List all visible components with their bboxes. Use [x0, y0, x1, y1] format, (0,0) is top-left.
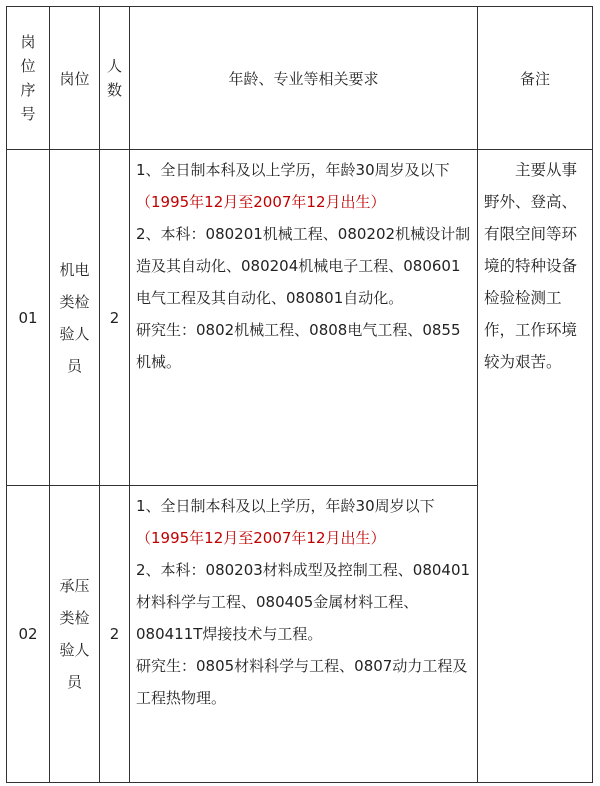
req-birth-range: （1995年12月至2007年12月出生） [136, 529, 386, 547]
header-requirements: 年龄、专业等相关要求 [130, 7, 478, 150]
header-remarks: 备注 [478, 7, 593, 150]
req-education-age: 1、全日制本科及以上学历，年龄30周岁及以下（1995年12月至2007年12月出生） [136, 161, 450, 211]
row-count: 2 [100, 486, 130, 783]
header-seq: 岗 位 序 号 [7, 7, 50, 150]
table-row [7, 150, 593, 486]
row-requirements [130, 486, 478, 783]
req-birth-range: （1995年12月至2007年12月出生） [136, 193, 386, 211]
header-position: 岗位 [50, 7, 100, 150]
remarks-text: 主要从事野外、登高、有限空间等环境的特种设备检验检测工作，工作环境较为艰苦。 [484, 161, 578, 371]
remarks-cell [478, 150, 593, 783]
row-seq: 01 [7, 150, 50, 486]
req-grad-majors: 研究生：0802机械工程、0808电气工程、0855机械。 [136, 321, 461, 371]
req-grad-majors: 研究生：0805材料科学与工程、0807动力工程及工程热物理。 [136, 657, 468, 707]
table-header-row [7, 7, 593, 150]
row-count: 2 [100, 150, 130, 486]
row-position-name: 承压 类检 验人 员 [50, 486, 100, 783]
row-position-name: 机电 类检 验人 员 [50, 150, 100, 486]
row-seq: 02 [7, 486, 50, 783]
header-count: 人 数 [100, 7, 130, 150]
req-undergrad-majors: 2、本科：080203材料成型及控制工程、080401材料科学与工程、080405金属材料工程、080411T焊接技术与工程。 [136, 561, 471, 643]
job-requirements-table [6, 6, 593, 783]
row-requirements [130, 150, 478, 486]
req-undergrad-majors: 2、本科：080201机械工程、080202机械设计制造及其自动化、080204机械电子工程、080601电气工程及其自动化、080801自动化。 [136, 225, 471, 307]
req-education-age: 1、全日制本科及以上学历，年龄30周岁以下（1995年12月至2007年12月出生） [136, 497, 435, 547]
